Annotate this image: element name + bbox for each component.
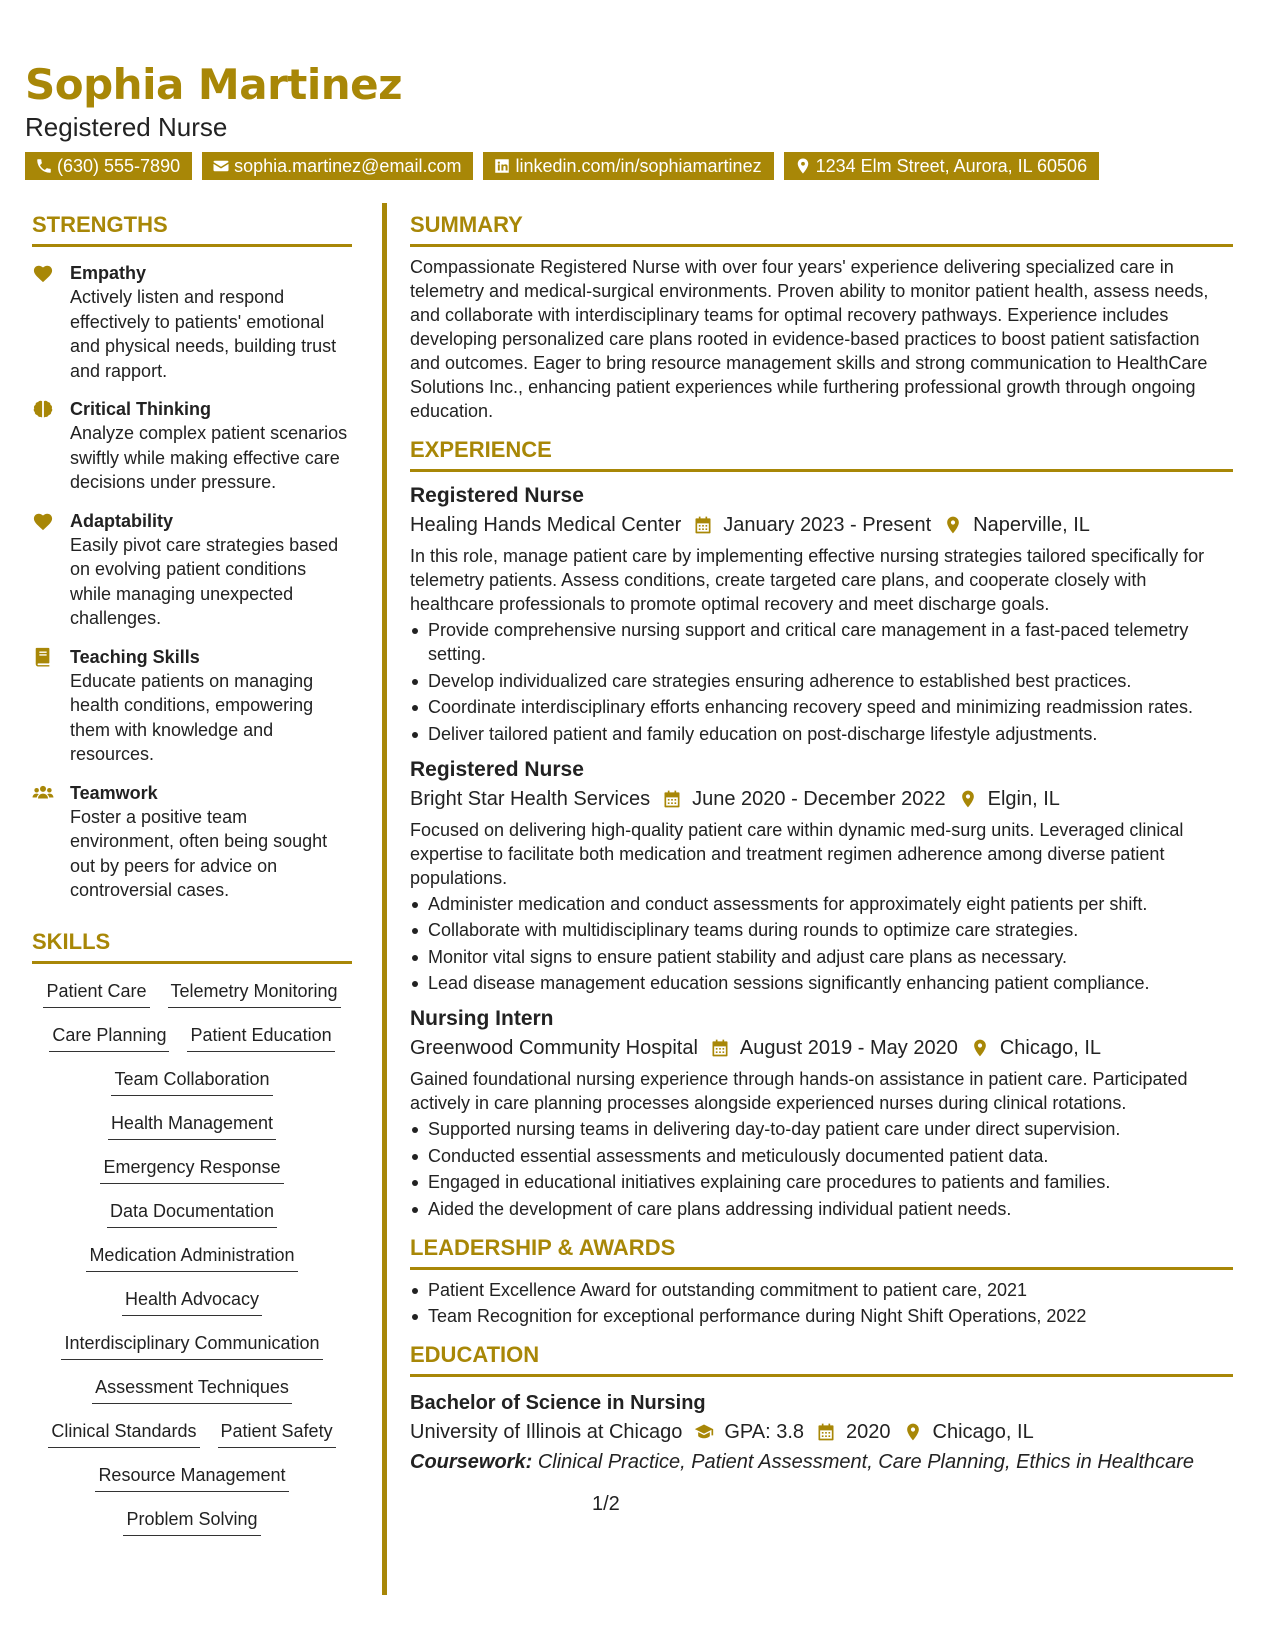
coursework [410,1447,1233,1477]
skill-tag: Health Management [108,1110,276,1140]
graduation-year: 2020 [846,1421,891,1443]
award-item: Team Recognition for exceptional performance during Night Shift Operations, 2022 [410,1304,1233,1328]
skill-tag: Emergency Response [100,1154,283,1184]
strength-desc: Actively listen and respond effectively to patients' emotional and physical needs, building trust and rapport. [70,287,337,381]
coursework-list: Clinical Practice, Patient Assessment, Care Planning, Ethics in Healthcare [537,1451,1195,1473]
map-pin-icon [970,1038,990,1058]
skills-heading: SKILLS [32,929,352,964]
job-location: Elgin, IL [987,787,1060,810]
book-icon [32,647,54,667]
contact-linkedin[interactable] [483,152,773,180]
award-item: Patient Excellence Award for outstanding commitment to patient care, 2021 [410,1278,1233,1302]
job-dates: August 2019 - May 2020 [739,1037,958,1059]
bullet-item: Aided the development of care plans addressing individual patient needs. [410,1197,1233,1221]
bullet-item: Collaborate with multidisciplinary teams during rounds to optimize care strategies. [410,918,1233,942]
job-entry [410,1005,1233,1221]
calendar-icon [693,515,713,535]
right-column [410,212,1233,1477]
job-title: Nursing Intern [410,1007,554,1030]
skill-tag: Assessment Techniques [92,1374,292,1404]
job-description: Focused on delivering high-quality patient care within dynamic med-surg units. Leveraged clinical expertise to facilitate both medication and treatment regimen adherence among diverse patient populations. [410,819,1184,888]
skills-list [32,978,352,1550]
bullet-item: Provide comprehensive nursing support and critical care management in a fast-paced telemetry setting. [410,618,1233,666]
bullet-item: Deliver tailored patient and family education on post-discharge lifestyle adjustments. [410,722,1233,746]
strengths-heading: STRENGTHS [32,212,352,247]
job-bullets [410,618,1233,746]
skill-tag: Interdisciplinary Communication [61,1330,322,1360]
coursework-label: Coursework: [410,1451,533,1473]
gpa: GPA: 3.8 [724,1421,805,1443]
strength-item [32,645,352,767]
job-meta [410,1033,1233,1063]
job-title: Registered Nurse [410,757,584,781]
bullet-item: Conducted essential assessments and meticulously documented patient data. [410,1144,1233,1168]
graduation-cap-icon [694,1422,714,1442]
job-entry [410,756,1233,996]
heart-icon [32,263,54,283]
strength-name: Teamwork [70,782,158,803]
left-column [32,212,352,1550]
skill-tag: Patient Safety [218,1418,336,1448]
strength-item [32,509,352,631]
job-meta [410,510,1233,540]
strength-item [32,781,352,903]
map-pin-icon [903,1422,923,1442]
heart-icon [32,511,54,531]
leadership-heading: LEADERSHIP & AWARDS [410,1235,1233,1270]
contact-email[interactable] [202,152,473,180]
job-title: Registered Nurse [410,484,584,507]
job-description: Gained foundational nursing experience through hands-on assistance in patient care. Participated actively in care planning processes alongside experienced nurses during clinical rotations. [410,1069,1188,1113]
candidate-role: Registered Nurse [25,112,228,142]
job-description: In this role, manage patient care by implementing effective nursing strategies tailored specifically for telemetry patients. Assess conditions, create targeted care plans, and cooperate closely with healthcare professionals to promote optimal recovery and meet discharge goals. [410,546,1205,614]
map-pin-icon [943,515,963,535]
contact-linkedin-text: linkedin.com/in/sophiamartinez [515,156,762,176]
job-dates: January 2023 - Present [723,514,932,536]
strength-name: Empathy [70,263,147,283]
bullet-item: Develop individualized care strategies ensuring adherence to established best practices. [410,669,1233,693]
skill-tag: Team Collaboration [111,1066,272,1096]
contact-address-text: 1234 Elm Street, Aurora, IL 60506 [815,156,1088,176]
contact-address [784,152,1100,180]
job-company: Greenwood Community Hospital [410,1037,698,1059]
summary-text: Compassionate Registered Nurse with over four years' experience delivering specialized care in telemetry and medical-surgical environments. Proven ability to monitor patient health, assess needs, and collaborate with interdisciplinary teams for optimal recovery pathways. Experience includes developing personalized care plans rooted in evidence-based practices to boost patient satisfaction and outcomes. Eager to bring resource management skills and strong communication to HealthCare Solutions Inc., enhancing patient experiences while furthering professional growth through ongoing education. [410,257,1209,421]
job-company: Healing Hands Medical Center [410,514,682,536]
job-company: Bright Star Health Services [410,787,651,810]
skill-tag: Problem Solving [123,1506,260,1536]
leadership-list [410,1278,1233,1329]
bullet-item: Administer medication and conduct assessments for approximately eight patients per shift. [410,892,1233,916]
job-location: Naperville, IL [973,514,1090,536]
envelope-icon [212,157,230,175]
school-name: University of Illinois at Chicago [410,1421,683,1443]
skill-tag: Data Documentation [107,1198,277,1228]
bullet-item: Lead disease management education sessions significantly enhancing patient compliance. [410,971,1233,995]
job-location: Chicago, IL [999,1037,1101,1059]
contact-email-text: sophia.martinez@email.com [234,156,462,176]
school-location: Chicago, IL [932,1421,1034,1443]
contact-bar [25,152,1099,180]
calendar-icon [816,1422,836,1442]
bullet-item: Supported nursing teams in delivering day-to-day patient care under direct supervision. [410,1117,1233,1141]
candidate-name: Sophia Martinez [25,60,403,109]
skill-tag: Patient Education [187,1022,334,1052]
strength-desc: Educate patients on managing health conditions, empowering them with knowledge and resources. [70,670,314,764]
skill-tag: Patient Care [43,978,149,1008]
job-meta [410,784,1233,814]
calendar-icon [710,1038,730,1058]
users-icon [32,783,54,803]
linkedin-icon [493,157,511,175]
skill-tag: Resource Management [95,1462,288,1492]
summary-heading: SUMMARY [410,212,1233,247]
strength-desc: Easily pivot care strategies based on evolving patient conditions while managing unexpected challenges. [70,534,339,628]
strength-desc: Analyze complex patient scenarios swiftly while making effective care decisions under pressure. [70,423,348,492]
bullet-item: Coordinate interdisciplinary efforts enhancing recovery speed and minimizing readmission rates. [410,695,1233,719]
experience-heading: EXPERIENCE [410,437,1233,472]
job-bullets [410,892,1233,996]
job-dates: June 2020 - December 2022 [692,787,946,810]
strength-item [32,397,352,495]
skill-tag: Medication Administration [86,1242,297,1272]
skill-tag: Care Planning [49,1022,169,1052]
education-heading: EDUCATION [410,1342,1233,1377]
map-pin-icon [958,789,978,809]
strength-name: Critical Thinking [70,399,212,419]
calendar-icon [662,789,682,809]
skill-tag: Telemetry Monitoring [168,978,341,1008]
degree-title: Bachelor of Science in Nursing [410,1392,706,1414]
bullet-item: Monitor vital signs to ensure patient stability and adjust care plans as necessary. [410,945,1233,969]
strength-desc: Foster a positive team environment, often being sought out by peers for advice on controversial cases. [70,806,328,900]
strength-name: Teaching Skills [70,646,200,667]
skill-tag: Clinical Standards [48,1418,199,1448]
strength-name: Adaptability [70,510,174,531]
column-divider [382,203,387,1595]
page-number: 1/2 [592,1493,620,1515]
strength-item [32,261,352,383]
education-meta [410,1417,1233,1447]
skill-tag: Health Advocacy [122,1286,262,1316]
contact-phone[interactable] [25,152,192,180]
phone-icon [35,157,53,175]
map-pin-icon [794,157,812,175]
job-bullets [410,1117,1233,1221]
bullet-item: Engaged in educational initiatives explaining care procedures to patients and families. [410,1170,1233,1194]
job-entry [410,482,1233,746]
brain-icon [32,399,54,419]
contact-phone-text: (630) 555-7890 [57,156,181,176]
